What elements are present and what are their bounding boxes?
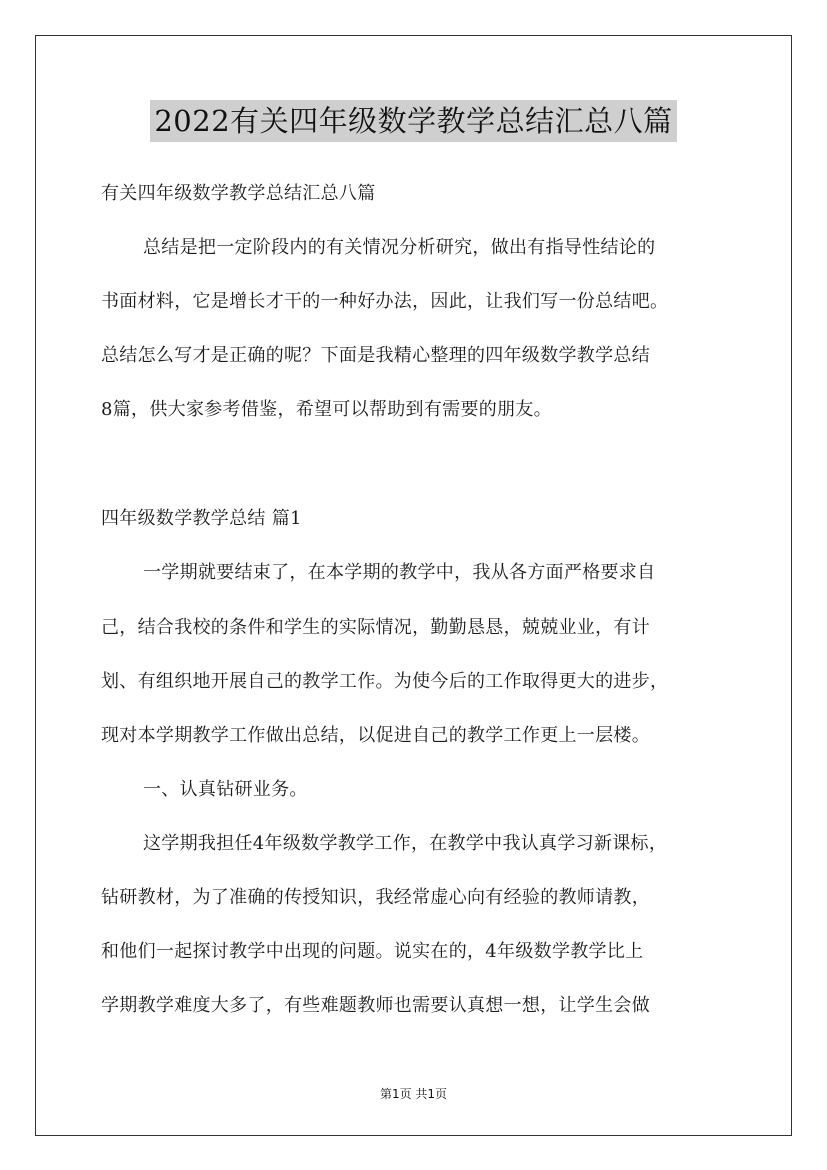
section-heading: 四年级数学教学总结 篇1 xyxy=(101,508,302,529)
paragraph-line: 和他们一起探讨教学中出现的问题。说实在的，4年级数学教学比上 xyxy=(101,941,644,962)
document-subtitle: 有关四年级数学教学总结汇总八篇 xyxy=(101,183,376,204)
paragraph-line: 学期教学难度大多了，有些难题教师也需要认真想一想，让学生会做 xyxy=(101,995,650,1016)
paragraph-line: 钻研教材，为了准确的传授知识，我经常虚心向有经验的教师请教， xyxy=(101,887,650,908)
paragraph-line: 现对本学期教学工作做出总结，以促进自己的教学工作更上一层楼。 xyxy=(101,725,650,746)
sub-heading: 一、认真钻研业务。 xyxy=(143,779,308,800)
intro-line: 8篇，供大家参考借鉴，希望可以帮助到有需要的朋友。 xyxy=(101,399,552,420)
paragraph-line: 一学期就要结束了，在本学期的教学中，我从各方面严格要求自 xyxy=(143,562,656,583)
paragraph-line: 己，结合我校的条件和学生的实际情况，勤勤恳恳，兢兢业业，有计 xyxy=(101,617,650,638)
title-container xyxy=(0,100,827,142)
document-title: 2022有关四年级数学教学总结汇总八篇 xyxy=(150,100,676,142)
page-footer: 第1页 共1页 xyxy=(379,1087,448,1101)
paragraph-line: 划、有组织地开展自己的教学工作。为使今后的工作取得更大的进步， xyxy=(101,671,669,692)
intro-line: 书面材料，它是增长才干的一种好办法，因此，让我们写一份总结吧。 xyxy=(101,291,669,312)
paragraph-line: 这学期我担任4年级数学教学工作，在教学中我认真学习新课标， xyxy=(143,833,668,854)
intro-line: 总结怎么写才是正确的呢？下面是我精心整理的四年级数学教学总结 xyxy=(101,345,650,366)
intro-line: 总结是把一定阶段内的有关情况分析研究，做出有指导性结论的 xyxy=(143,237,656,258)
